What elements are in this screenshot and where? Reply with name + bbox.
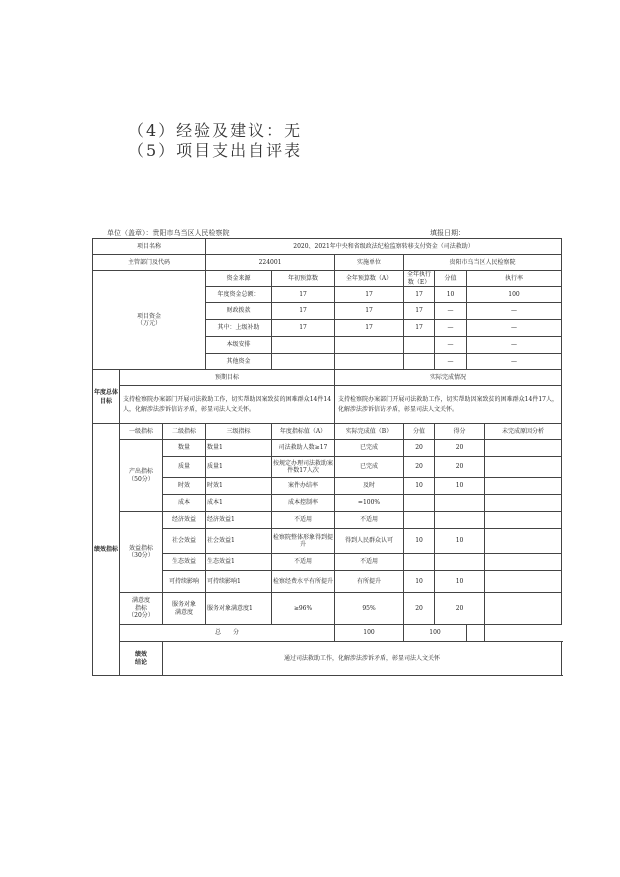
output-indicator-label: 产出指标 （50分）: [120, 440, 163, 512]
perf-cell: [485, 440, 562, 457]
funds-cell: [272, 354, 335, 370]
perf-cell: 20: [435, 457, 485, 478]
funds-cell: 17: [404, 287, 435, 303]
perf-header-cell: 一级指标: [120, 424, 163, 440]
perf-header-cell: 三级指标: [206, 424, 272, 440]
impl-unit-value: 贵阳市乌当区人民检察院: [404, 255, 562, 271]
perf-cell: 服务对象满意度1: [206, 593, 272, 625]
perf-cell: 数量: [163, 440, 206, 457]
perf-header-cell: 未完成原因分析: [485, 424, 562, 440]
funds-header-cell: 全年执行数（E）: [404, 271, 435, 287]
funds-header-cell: 全年预算数（A）: [335, 271, 404, 287]
perf-cell: 10: [404, 571, 435, 593]
perf-cell: 10: [435, 478, 485, 495]
funds-cell: [272, 337, 335, 354]
funds-cell: [335, 337, 404, 354]
perf-cell: 检察院整体形象得到提升: [272, 529, 335, 554]
perf-cell: 案件办结率: [272, 478, 335, 495]
funds-cell: —: [435, 337, 467, 354]
expected-goal-header: 预期目标: [120, 370, 335, 386]
funds-cell: 17: [404, 320, 435, 337]
output-row: [93, 440, 562, 457]
section-heading-4: （4）经验及建议：无: [128, 121, 303, 140]
perf-cell: 10: [404, 478, 435, 495]
project-name-value: 2020、2021年中央和省级政法纪检监察转移支付资金（司法救助）: [206, 239, 562, 255]
perf-cell: [404, 495, 435, 512]
benefit-row: [93, 571, 562, 593]
perf-cell: 已完成: [335, 457, 404, 478]
perf-cell: [485, 495, 562, 512]
dept-label: 主管部门及代码: [93, 255, 206, 271]
perf-cell: [404, 512, 435, 529]
impl-unit-label: 实施单位: [335, 255, 404, 271]
funds-cell: —: [467, 303, 562, 320]
perf-cell: 不适用: [272, 554, 335, 571]
perf-cell: 及时: [335, 478, 404, 495]
dept-code-value: 224001: [206, 255, 335, 271]
perf-cell: 不适用: [272, 512, 335, 529]
funds-cell: 17: [335, 320, 404, 337]
perf-cell: 数量1: [206, 440, 272, 457]
funds-header-cell: 分值: [435, 271, 467, 287]
funds-header-cell: 执行率: [467, 271, 562, 287]
perf-cell: 10: [435, 571, 485, 593]
funds-cell: [335, 354, 404, 370]
perf-cell: 经济效益1: [206, 512, 272, 529]
funds-cell: —: [467, 320, 562, 337]
section-heading-5: （5）项目支出自评表: [128, 141, 303, 160]
perf-cell: [435, 554, 485, 571]
satisfaction-row: [93, 593, 562, 625]
perf-cell: [435, 512, 485, 529]
perf-cell: 得到人民群众认可: [335, 529, 404, 554]
funds-cell: —: [435, 303, 467, 320]
benefit-indicator-label: 效益指标 （30分）: [120, 512, 163, 593]
funds-cell: 17: [404, 303, 435, 320]
benefit-row: [93, 512, 562, 529]
benefit-row: [93, 554, 562, 571]
output-row: [93, 495, 562, 512]
perf-cell: 可持续影响: [163, 571, 206, 593]
perf-cell: 20: [435, 440, 485, 457]
funds-cell: 年度资金总额：: [206, 287, 272, 303]
funds-cell: 17: [335, 303, 404, 320]
funds-cell: [404, 354, 435, 370]
perf-cell: [485, 478, 562, 495]
perf-cell: 20: [435, 593, 485, 625]
perf-header-cell: 年度指标值（A）: [272, 424, 335, 440]
conclusion-row: [93, 642, 562, 676]
output-row: [93, 457, 562, 478]
fill-date-label: 填报日期：: [430, 229, 465, 237]
perf-header-cell: 实际完成值（B）: [335, 424, 404, 440]
perf-cell: 生态效益1: [206, 554, 272, 571]
funds-cell: 17: [272, 320, 335, 337]
perf-header-cell: 得分: [435, 424, 485, 440]
funds-cell: —: [467, 354, 562, 370]
perf-cell: 20: [404, 440, 435, 457]
expected-goal-text: 支持检察院办案部门开展司法救助工作，切实帮助因案致贫的困难群众14件14人，化解涉法涉诉信访矛盾，彰显司法人文关怀。: [120, 386, 335, 424]
actual-goal-header: 实际完成情况: [335, 370, 562, 386]
perf-cell: 20: [404, 457, 435, 478]
perf-cell: 20: [404, 593, 435, 625]
funds-cell: 财政拨款: [206, 303, 272, 320]
perf-cell: 社会效益1: [206, 529, 272, 554]
total-label: 总 分: [120, 625, 335, 642]
perf-cell: [485, 457, 562, 478]
funds-cell: —: [435, 354, 467, 370]
perf-cell: [435, 495, 485, 512]
perf-cell: 社会效益: [163, 529, 206, 554]
perf-cell: 95%: [335, 593, 404, 625]
perf-cell: 可持续影响1: [206, 571, 272, 593]
perf-header-cell: 二级指标: [163, 424, 206, 440]
perf-header-cell: 分值: [404, 424, 435, 440]
perf-cell: ≥96%: [272, 593, 335, 625]
annual-goal-label: 年度总体目标: [93, 370, 120, 424]
funds-cell: [404, 337, 435, 354]
perf-cell: 质量: [163, 457, 206, 478]
perf-cell: [485, 554, 562, 571]
funds-header-cell: 资金来源: [206, 271, 272, 287]
perf-cell: 服务对象 满意度: [163, 593, 206, 625]
perf-cell: [404, 554, 435, 571]
perf-cell: 检察经费水平有所提升: [272, 571, 335, 593]
perf-cell: 成本控制率: [272, 495, 335, 512]
perf-cell: 按规定办理司法救助案件数17人次: [272, 457, 335, 478]
unit-stamp-label: 单位（盖章）：贵阳市乌当区人民检察院: [107, 229, 230, 237]
total-got: 100: [404, 625, 467, 642]
conclusion-label: 绩效 结论: [120, 642, 163, 676]
perf-cell: [485, 529, 562, 554]
funds-cell: —: [435, 320, 467, 337]
funds-cell: 10: [435, 287, 467, 303]
conclusion-text: 通过司法救助工作，化解涉法涉诉矛盾，彰显司法人文关怀: [163, 642, 562, 676]
funds-cell: 17: [335, 287, 404, 303]
perf-cell: 时效: [163, 478, 206, 495]
perf-cell: 成本: [163, 495, 206, 512]
funds-cell: 其他资金: [206, 354, 272, 370]
perf-cell: =100%: [335, 495, 404, 512]
funds-cell: 100: [467, 287, 562, 303]
benefit-row: [93, 529, 562, 554]
perf-cell: 不适用: [335, 554, 404, 571]
project-self-evaluation-table: [92, 238, 562, 676]
perf-cell: 生态效益: [163, 554, 206, 571]
perf-cell: [485, 593, 562, 625]
perf-cell: [485, 512, 562, 529]
actual-goal-text: 支持检察院办案部门开展司法救助工作，切实帮助因案致贫的困难群众14件17人，化解涉法涉诉信访矛盾，彰显司法人文关怀。: [335, 386, 562, 424]
total-analysis: [467, 625, 485, 642]
performance-indicator-label: 绩效指标: [93, 424, 120, 676]
funds-cell: —: [467, 337, 562, 354]
total-score: 100: [335, 625, 404, 642]
satisfaction-indicator-label: 满意度 指标 （20分）: [120, 593, 163, 625]
total-row: [93, 625, 562, 642]
perf-cell: 有所提升: [335, 571, 404, 593]
funds-cell: 本级安排: [206, 337, 272, 354]
perf-cell: 不适用: [335, 512, 404, 529]
funds-cell: 其中：上级补助: [206, 320, 272, 337]
perf-cell: [485, 571, 562, 593]
perf-cell: 10: [435, 529, 485, 554]
perf-cell: 成本1: [206, 495, 272, 512]
output-row: [93, 478, 562, 495]
perf-cell: 质量1: [206, 457, 272, 478]
project-name-label: 项目名称: [93, 239, 206, 255]
perf-cell: 司法救助人数≥17: [272, 440, 335, 457]
funds-label: 项目资金 （万元）: [93, 271, 206, 370]
funds-cell: 17: [272, 303, 335, 320]
perf-cell: 时效1: [206, 478, 272, 495]
funds-cell: 17: [272, 287, 335, 303]
funds-header-cell: 年初预算数: [272, 271, 335, 287]
perf-cell: 已完成: [335, 440, 404, 457]
perf-cell: 10: [404, 529, 435, 554]
perf-cell: 经济效益: [163, 512, 206, 529]
